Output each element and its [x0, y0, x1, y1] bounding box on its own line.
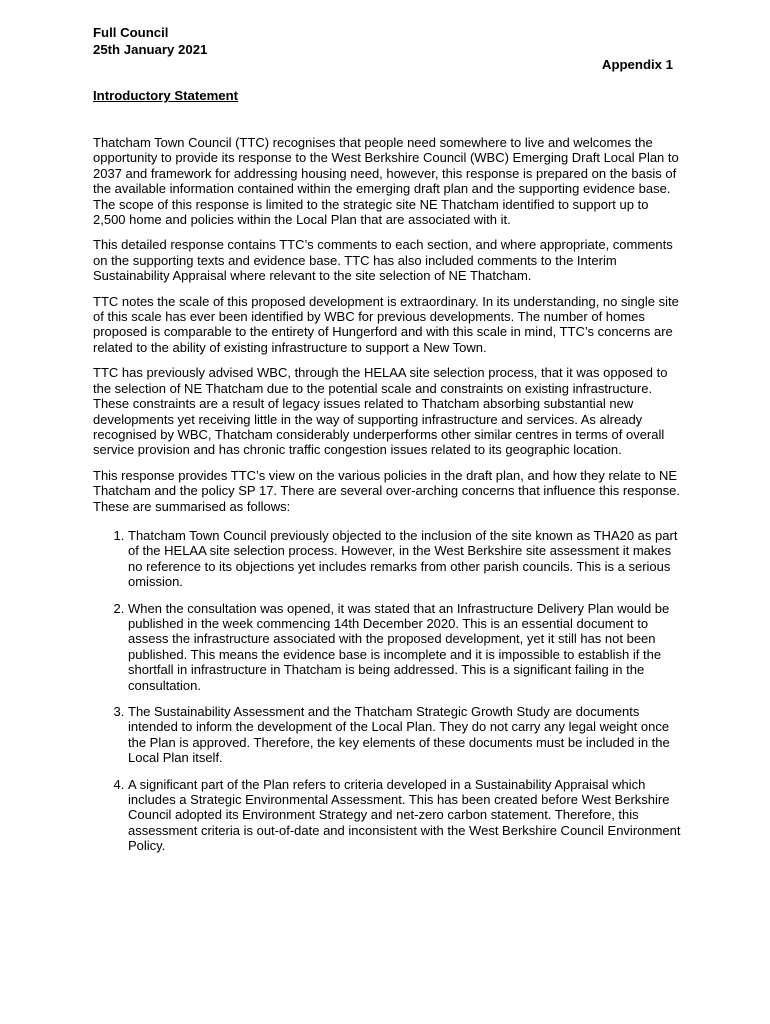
- meeting-name: Full Council: [93, 25, 169, 40]
- list-item: 3. The Sustainability Assessment and the Thatcham Strategic Growth Study are documents intended to inform the development of the Local Plan. They do not carry any legal weight once the Plan is approved. Therefore, the key elements of these documents must be included in the Local Plan itself.: [128, 704, 683, 766]
- list-item: 2. When the consultation was opened, it was stated that an Infrastructure Delivery Plan would be published in the week commencing 14th December 2020. This is an essential document to assess the infrastructure associated with the proposed development, yet it still has not been published. This means the evidence base is incomplete and it is impossible to establish if the shortfall in infrastructure in Thatcham is being addressed. This is a significant failing in the consultation.: [128, 601, 683, 693]
- concerns-list: [93, 528, 683, 854]
- paragraph-summary-lead: This response provides TTC’s view on the various policies in the draft plan, and how they relate to NE Thatcham and the policy SP 17. There are several over-arching concerns that influence this response. These are summarised as follows:: [93, 467, 681, 514]
- list-item: 4. A significant part of the Plan refers to criteria developed in a Sustainability Appraisal which includes a Strategic Environmental Assessment. This has been created before West Berkshire Council adopted its Environment Strategy and net-zero carbon statement. Therefore, this assessment criteria is out-of-date and inconsistent with the West Berkshire Council Environment Policy.: [128, 777, 683, 854]
- page-title: Introductory Statement: [93, 88, 239, 103]
- list-item: 1. Thatcham Town Council previously objected to the inclusion of the site known as THA20 as part of the HELAA site selection process. However, in the West Berkshire site assessment it makes no reference to its objections yet includes remarks from other parish councils. This is a serious omission.: [128, 528, 683, 590]
- document-body: [93, 135, 683, 865]
- paragraph-intro: Thatcham Town Council (TTC) recognises that people need somewhere to live and welcomes the opportunity to provide its response to the West Berkshire Council (WBC) Emerging Draft Local Plan to 2037 and framework for addressing housing need, however, this response is prepared on the basis of the available information contained within the emerging draft plan and the supporting evidence base. The scope of this response is limited to the strategic site NE Thatcham identified to support up to 2,500 home and policies within the Local Plan that are associated with it.: [93, 135, 679, 228]
- paragraph-detailed-response: This detailed response contains TTC’s comments to each section, and where appropriate, comments on the supporting texts and evidence base. TTC has also included comments to the Interim Sustainability Appraisal where relevant to the site selection of NE Thatcham.: [93, 237, 673, 284]
- meeting-date: 25th January 2021: [93, 42, 208, 57]
- appendix-label: Appendix 1: [601, 57, 673, 72]
- paragraph-helaa: TTC has previously advised WBC, through the HELAA site selection process, that it was opposed to the selection of NE Thatcham due to the potential scale and constraints on existing infrastructure. These constraints are a result of legacy issues related to Thatcham absorbing substantial new developments yet receiving little in the way of supporting infrastructure and services. As already recognised by WBC, Thatcham considerably underperforms other similar centres in terms of overall service provision and has chronic traffic congestion issues related to its geographic location.: [93, 365, 668, 458]
- paragraph-scale: TTC notes the scale of this proposed development is extraordinary. In its understanding, no single site of this scale has ever been identified by WBC for previous developments. The number of homes proposed is comparable to the entirety of Hungerford and with this scale in mind, TTC’s concerns are related to the ability of existing infrastructure to support a New Town.: [93, 293, 679, 355]
